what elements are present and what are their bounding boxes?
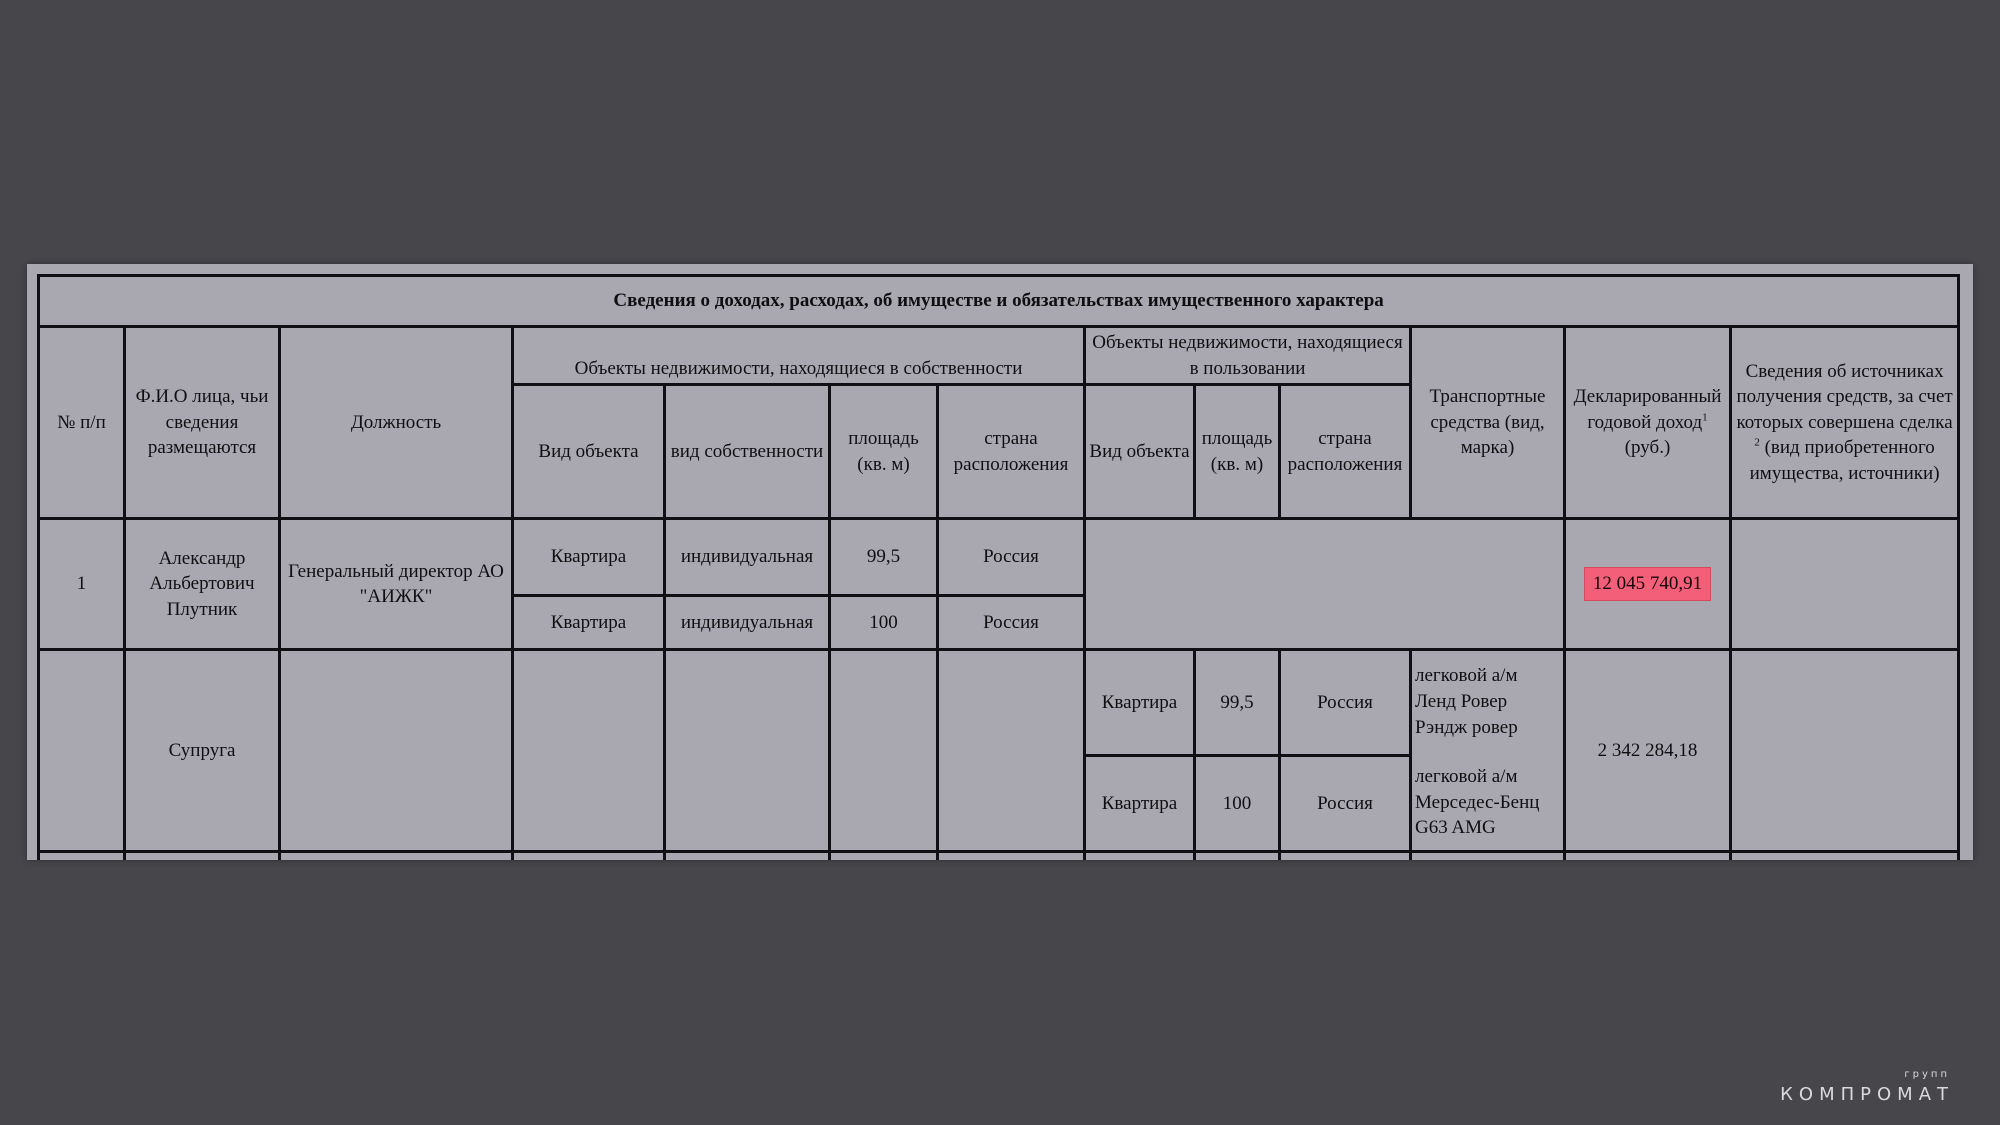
row1-owned-2-area: 100 [830, 596, 938, 650]
row1-num: 1 [39, 519, 125, 650]
row1-position: Генеральный директор АО "АИЖК" [280, 519, 513, 650]
row2-owned-country-empty [938, 650, 1085, 852]
cutoff-row [39, 852, 1959, 860]
vehicle-1-make: Ленд Ровер [1415, 690, 1508, 712]
row1-owned-1-country: Россия [938, 519, 1085, 596]
row1-owned-1-ownership: индивидуальная [665, 519, 830, 596]
row2-owned-type-empty [513, 650, 665, 852]
row2-vehicles [1411, 650, 1565, 852]
header-owned-object-type: Вид объекта [513, 385, 665, 519]
row2-used-1-type: Квартира [1085, 650, 1195, 756]
row1-owned-1-type: Квартира [513, 519, 665, 596]
row2-used-2-country: Россия [1280, 756, 1411, 852]
vehicle-1-kind: легковой а/м [1415, 665, 1518, 687]
vehicle-2-model: G63 AMG [1415, 817, 1496, 839]
row2-name: Супруга [125, 650, 280, 852]
row2-sources-empty [1731, 650, 1959, 852]
sources-label: Сведения об источниках получения средств, за счет которых совершена сделка [1736, 360, 1953, 433]
row2-owned-area-empty [830, 650, 938, 852]
row2-ownership-empty [665, 650, 830, 852]
header-income [1565, 327, 1731, 519]
header-used-country: страна расположения [1280, 385, 1411, 519]
declaration-table [37, 274, 1960, 860]
row1-income [1565, 519, 1731, 650]
table-title: Сведения о доходах, расходах, об имуществе и обязательствах имущественного характера [39, 276, 1959, 327]
header-num: № п/п [39, 327, 125, 519]
row2-income: 2 342 284,18 [1565, 650, 1731, 852]
row2-num-empty [39, 650, 125, 852]
header-used-area: площадь (кв. м) [1195, 385, 1280, 519]
header-owned-country: страна расположения [938, 385, 1085, 519]
logo-small-text: групп [1904, 1069, 1950, 1080]
row1-owned-2-type: Квартира [513, 596, 665, 650]
header-used-group: Объекты недвижимости, находящиеся в пользовании [1085, 327, 1411, 385]
header-vehicles: Транспортные средства (вид, марка) [1411, 327, 1565, 519]
vehicle-2-kind: легковой а/м [1415, 766, 1518, 788]
row1-owned-1-area: 99,5 [830, 519, 938, 596]
row2-position-empty [280, 650, 513, 852]
income-unit: (руб.) [1624, 437, 1671, 459]
row2-used-2-type: Квартира [1085, 756, 1195, 852]
header-owned-group: Объекты недвижимости, находящиеся в собственности [513, 327, 1085, 385]
header-owned-area: площадь (кв. м) [830, 385, 938, 519]
row1-owned-2-country: Россия [938, 596, 1085, 650]
header-used-object-type: Вид объекта [1085, 385, 1195, 519]
declaration-document [27, 264, 1973, 860]
logo-main-text: КОМПРОМАТ [1780, 1084, 1954, 1105]
row1-used-empty [1085, 519, 1565, 650]
header-ownership-type: вид собственности [665, 385, 830, 519]
header-sources [1731, 327, 1959, 519]
vehicle-1-model: Рэндж ровер [1415, 716, 1518, 738]
row1-name: Александр Альбертович Плутник [125, 519, 280, 650]
row2-used-1-country: Россия [1280, 650, 1411, 756]
row1-sources-empty [1731, 519, 1959, 650]
kompromat-logo [1780, 1069, 1954, 1105]
row2-used-1-area: 99,5 [1195, 650, 1280, 756]
sources-detail: (вид приобретенного имущества, источники) [1749, 437, 1940, 485]
row1-income-highlight: 12 045 740,91 [1584, 567, 1711, 601]
row2-used-2-area: 100 [1195, 756, 1280, 852]
vehicle-2-make: Мерседес-Бенц [1415, 791, 1540, 813]
row1-owned-2-ownership: индивидуальная [665, 596, 830, 650]
sources-footnote-mark: 2 [1754, 437, 1760, 450]
header-fio: Ф.И.О лица, чьи сведения размещаются [125, 327, 280, 519]
income-label: Декларированный годовой доход [1573, 386, 1722, 433]
income-footnote-mark: 1 [1702, 411, 1708, 424]
header-position: Должность [280, 327, 513, 519]
